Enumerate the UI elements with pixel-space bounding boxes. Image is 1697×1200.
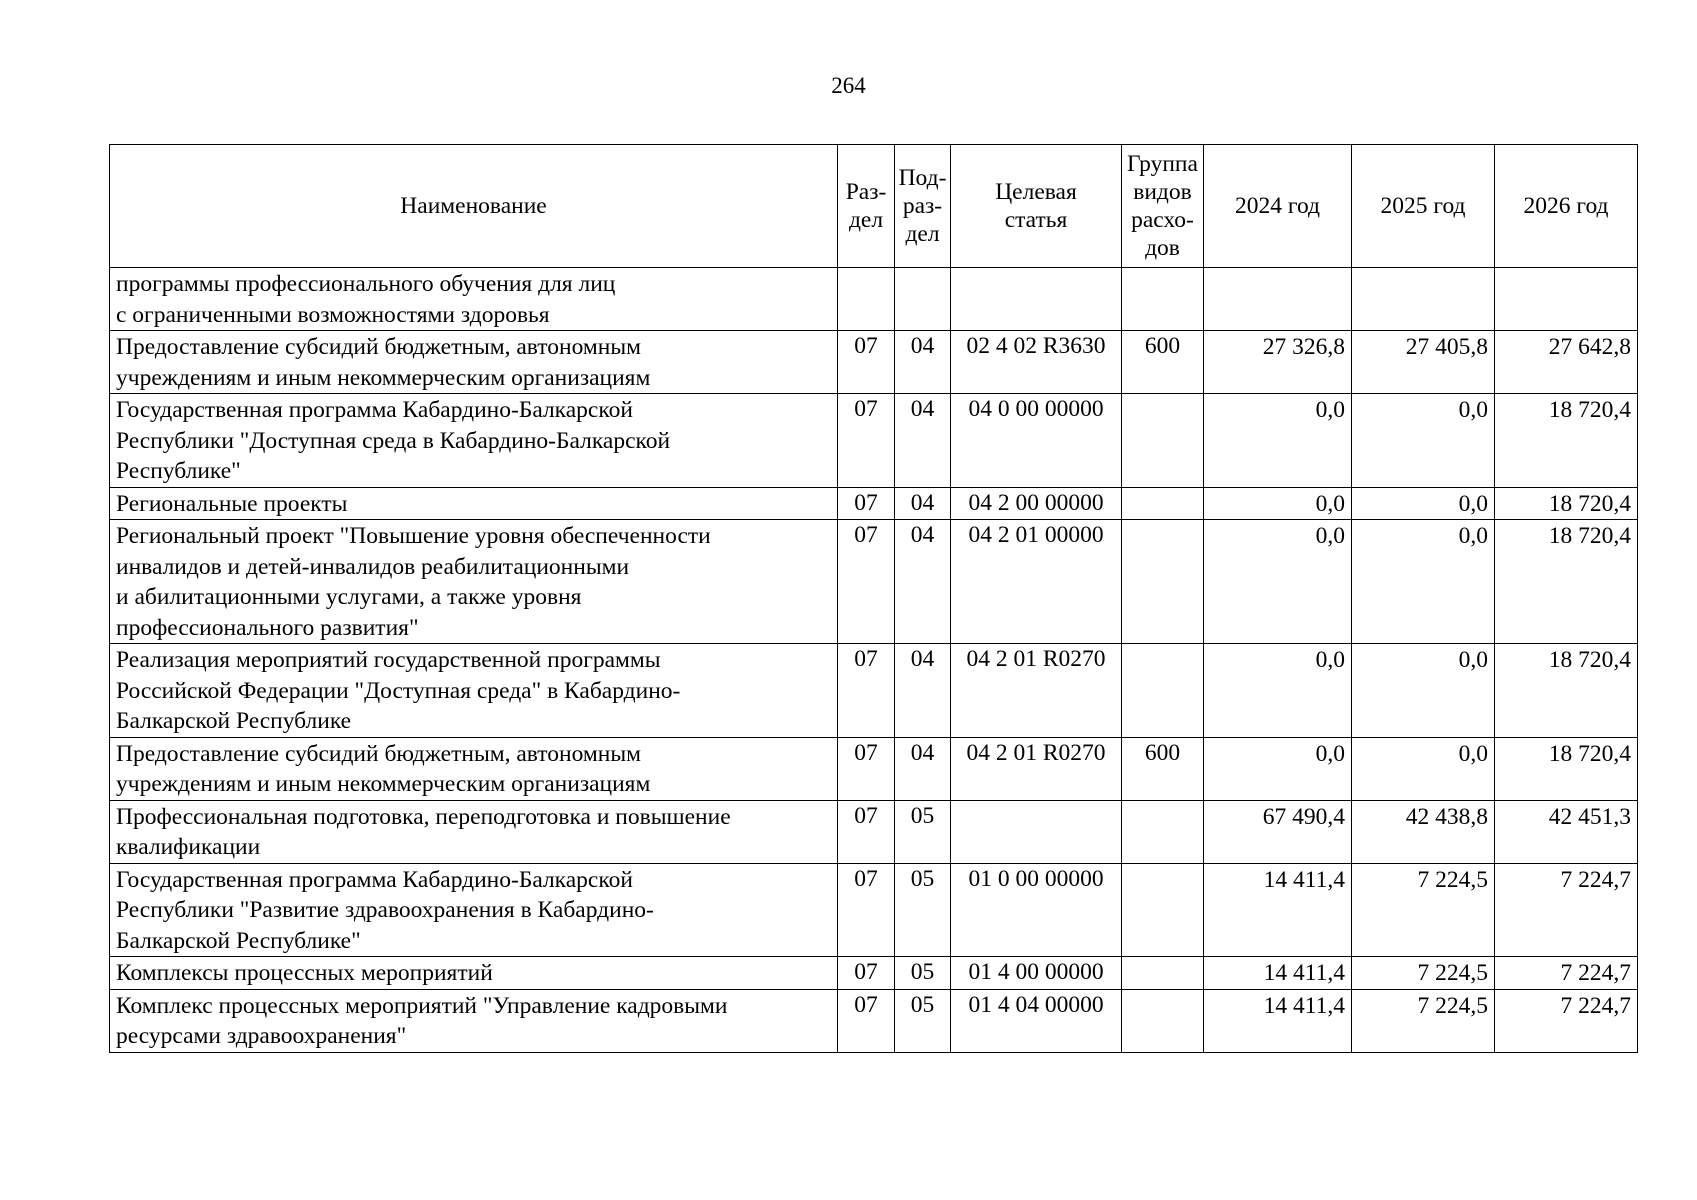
cell-expense-group bbox=[1122, 644, 1204, 738]
header-2026 bbox=[1495, 145, 1638, 268]
cell-2026: 7 224,7 bbox=[1495, 989, 1638, 1052]
cell-expense-group: 600 bbox=[1122, 737, 1204, 800]
cell-2025: 0,0 bbox=[1352, 737, 1495, 800]
header-2025 bbox=[1352, 145, 1495, 268]
header-section-label: Раз- дел bbox=[845, 179, 887, 233]
cell-subsection: 05 bbox=[895, 957, 951, 990]
cell-name: Комплекс процессных мероприятий "Управление кадровыми ресурсами здравоохранения" bbox=[110, 989, 838, 1052]
cell-2025: 7 224,5 bbox=[1352, 989, 1495, 1052]
cell-section: 07 bbox=[838, 957, 895, 990]
cell-2025: 0,0 bbox=[1352, 394, 1495, 488]
cell-2026: 42 451,3 bbox=[1495, 800, 1638, 863]
cell-2024: 0,0 bbox=[1204, 394, 1352, 488]
cell-target: 04 2 01 00000 bbox=[951, 520, 1122, 644]
cell-2025: 7 224,5 bbox=[1352, 863, 1495, 957]
header-2026-label: 2026 год bbox=[1523, 193, 1609, 219]
header-expense-group-label: Группа видов расхо- дов bbox=[1127, 151, 1198, 261]
cell-expense-group: 600 bbox=[1122, 331, 1204, 394]
table-row bbox=[110, 331, 1638, 394]
cell-subsection: 05 bbox=[895, 800, 951, 863]
cell-target: 04 2 01 R0270 bbox=[951, 644, 1122, 738]
cell-2024: 0,0 bbox=[1204, 644, 1352, 738]
cell-target: 01 4 00 00000 bbox=[951, 957, 1122, 990]
header-expense-group bbox=[1122, 145, 1204, 268]
table-row bbox=[110, 989, 1638, 1052]
cell-section: 07 bbox=[838, 989, 895, 1052]
cell-2026: 7 224,7 bbox=[1495, 863, 1638, 957]
cell-2024: 0,0 bbox=[1204, 520, 1352, 644]
cell-section: 07 bbox=[838, 800, 895, 863]
cell-name: Комплексы процессных мероприятий bbox=[110, 957, 838, 990]
cell-2024: 67 490,4 bbox=[1204, 800, 1352, 863]
cell-target: 02 4 02 R3630 bbox=[951, 331, 1122, 394]
cell-2024: 14 411,4 bbox=[1204, 863, 1352, 957]
cell-expense-group bbox=[1122, 268, 1204, 331]
cell-subsection: 04 bbox=[895, 331, 951, 394]
cell-2026: 18 720,4 bbox=[1495, 520, 1638, 644]
cell-2024: 14 411,4 bbox=[1204, 989, 1352, 1052]
cell-name: Региональный проект "Повышение уровня обеспеченности инвалидов и детей-инвалидов реабилитационными и абилитационными услугами, а также уровня профессионального развития" bbox=[110, 520, 838, 644]
cell-target bbox=[951, 800, 1122, 863]
cell-section: 07 bbox=[838, 331, 895, 394]
page-number: 264 bbox=[831, 73, 866, 98]
cell-2026: 7 224,7 bbox=[1495, 957, 1638, 990]
cell-name: Профессиональная подготовка, переподготовка и повышение квалификации bbox=[110, 800, 838, 863]
table-row bbox=[110, 520, 1638, 644]
cell-subsection: 04 bbox=[895, 644, 951, 738]
cell-subsection: 04 bbox=[895, 520, 951, 644]
cell-2024: 27 326,8 bbox=[1204, 331, 1352, 394]
cell-name: Предоставление субсидий бюджетным, автономным учреждениям и иным некоммерческим организациям bbox=[110, 737, 838, 800]
cell-target bbox=[951, 268, 1122, 331]
header-name bbox=[110, 145, 838, 268]
header-2025-label: 2025 год bbox=[1380, 193, 1466, 219]
table-row bbox=[110, 957, 1638, 990]
cell-section: 07 bbox=[838, 520, 895, 644]
header-target bbox=[951, 145, 1122, 268]
cell-2025: 0,0 bbox=[1352, 487, 1495, 520]
table-row bbox=[110, 737, 1638, 800]
cell-target: 01 4 04 00000 bbox=[951, 989, 1122, 1052]
table-header-row bbox=[110, 145, 1638, 268]
cell-expense-group bbox=[1122, 800, 1204, 863]
cell-expense-group bbox=[1122, 394, 1204, 488]
cell-2026 bbox=[1495, 268, 1638, 331]
cell-2025: 0,0 bbox=[1352, 520, 1495, 644]
budget-table bbox=[109, 144, 1638, 1053]
header-name-label: Наименование bbox=[400, 193, 547, 219]
cell-section bbox=[838, 268, 895, 331]
cell-2026: 27 642,8 bbox=[1495, 331, 1638, 394]
cell-2026: 18 720,4 bbox=[1495, 737, 1638, 800]
cell-expense-group bbox=[1122, 520, 1204, 644]
cell-section: 07 bbox=[838, 737, 895, 800]
cell-name: Государственная программа Кабардино-Балкарской Республики "Развитие здравоохранения в Кабардино- Балкарской Республике" bbox=[110, 863, 838, 957]
cell-expense-group bbox=[1122, 863, 1204, 957]
cell-target: 01 0 00 00000 bbox=[951, 863, 1122, 957]
cell-2024: 0,0 bbox=[1204, 487, 1352, 520]
cell-section: 07 bbox=[838, 394, 895, 488]
cell-target: 04 2 01 R0270 bbox=[951, 737, 1122, 800]
header-section bbox=[838, 145, 895, 268]
table-body bbox=[110, 268, 1638, 1053]
header-subsection bbox=[895, 145, 951, 268]
cell-2024: 14 411,4 bbox=[1204, 957, 1352, 990]
cell-subsection: 05 bbox=[895, 863, 951, 957]
table-row bbox=[110, 800, 1638, 863]
cell-2026: 18 720,4 bbox=[1495, 394, 1638, 488]
cell-section: 07 bbox=[838, 487, 895, 520]
cell-subsection bbox=[895, 268, 951, 331]
cell-name: Предоставление субсидий бюджетным, автономным учреждениям и иным некоммерческим организациям bbox=[110, 331, 838, 394]
cell-target: 04 2 00 00000 bbox=[951, 487, 1122, 520]
table-row bbox=[110, 394, 1638, 488]
cell-2025: 0,0 bbox=[1352, 644, 1495, 738]
table-row bbox=[110, 487, 1638, 520]
cell-subsection: 04 bbox=[895, 737, 951, 800]
cell-expense-group bbox=[1122, 957, 1204, 990]
cell-expense-group bbox=[1122, 989, 1204, 1052]
cell-2026: 18 720,4 bbox=[1495, 644, 1638, 738]
header-subsection-label: Под- раз- дел bbox=[898, 165, 947, 247]
header-target-label: Целевая статья bbox=[995, 179, 1077, 233]
cell-subsection: 04 bbox=[895, 487, 951, 520]
cell-name: Региональные проекты bbox=[110, 487, 838, 520]
cell-2025: 7 224,5 bbox=[1352, 957, 1495, 990]
cell-name: Реализация мероприятий государственной программы Российской Федерации "Доступная среда" в Кабардино- Балкарской Республике bbox=[110, 644, 838, 738]
table-row bbox=[110, 644, 1638, 738]
cell-expense-group bbox=[1122, 487, 1204, 520]
table-row bbox=[110, 863, 1638, 957]
cell-2025: 27 405,8 bbox=[1352, 331, 1495, 394]
cell-name: Государственная программа Кабардино-Балкарской Республики "Доступная среда в Кабардино-Балкарской Республике" bbox=[110, 394, 838, 488]
cell-2024 bbox=[1204, 268, 1352, 331]
header-2024 bbox=[1204, 145, 1352, 268]
table-row bbox=[110, 268, 1638, 331]
cell-name: программы профессионального обучения для лиц с ограниченными возможностями здоровья bbox=[110, 268, 838, 331]
cell-section: 07 bbox=[838, 863, 895, 957]
cell-2024: 0,0 bbox=[1204, 737, 1352, 800]
cell-subsection: 04 bbox=[895, 394, 951, 488]
cell-target: 04 0 00 00000 bbox=[951, 394, 1122, 488]
cell-2025 bbox=[1352, 268, 1495, 331]
cell-subsection: 05 bbox=[895, 989, 951, 1052]
cell-section: 07 bbox=[838, 644, 895, 738]
cell-2025: 42 438,8 bbox=[1352, 800, 1495, 863]
header-2024-label: 2024 год bbox=[1235, 193, 1320, 219]
cell-2026: 18 720,4 bbox=[1495, 487, 1638, 520]
